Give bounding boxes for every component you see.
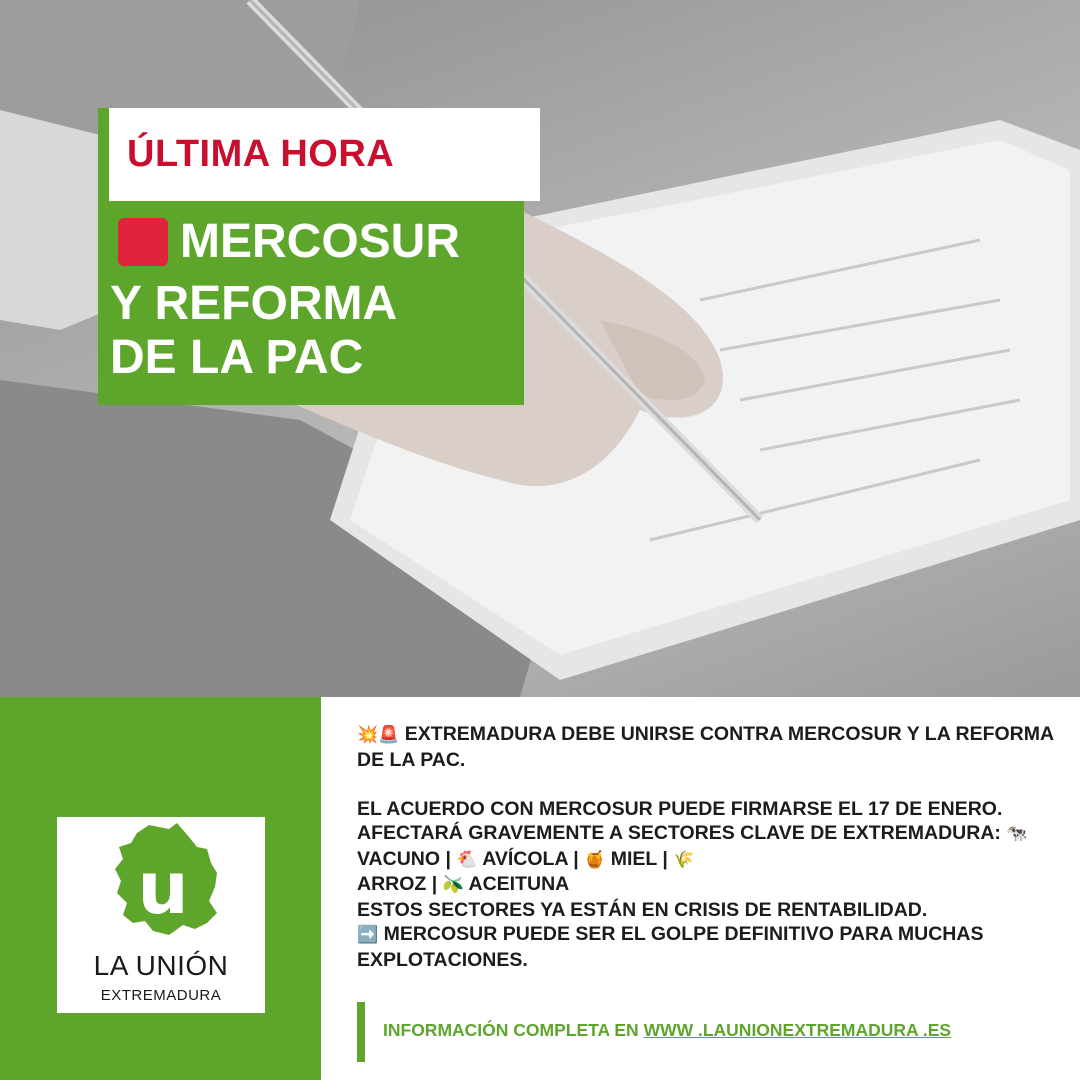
headline-line-2: Y REFORMA: [110, 277, 398, 330]
sectors-intro: AFECTARÁ GRAVEMENTE A SECTORES CLAVE DE EXTREMADURA:: [357, 822, 1001, 844]
cow-icon: 🐄: [1006, 824, 1028, 844]
logo-subtitle: EXTREMADURA: [100, 987, 222, 1004]
paragraph-final-blow: [357, 922, 1057, 972]
honey-icon: 🍯: [584, 849, 606, 870]
breaking-news-label: [98, 108, 540, 201]
paragraph-sectors: [357, 821, 1057, 898]
olive-icon: 🫒: [442, 875, 464, 895]
collision-alert-icons: 💥🚨: [357, 725, 400, 745]
headline-block: [98, 201, 524, 405]
paragraph-1-text: EXTREMADURA DEBE UNIRSE CONTRA MERCOSUR Y LA REFORMA DE LA PAC.: [357, 723, 1054, 771]
headline-line-3: DE LA PAC: [110, 331, 364, 384]
rice-icon: 🌾: [673, 849, 695, 870]
right-arrow-icon: ➡️: [357, 925, 379, 945]
chicken-icon: 🐔: [456, 849, 478, 870]
logo-letter: u: [137, 846, 189, 930]
sector-arroz: ARROZ: [357, 873, 427, 895]
separator: |: [662, 847, 668, 870]
separator: |: [431, 873, 438, 895]
paragraph-5-text: MERCOSUR PUEDE SER EL GOLPE DEFINITIVO PARA MUCHAS EXPLOTACIONES.: [357, 923, 984, 971]
paragraph-crisis: ESTOS SECTORES YA ESTÁN EN CRISIS DE RENTABILIDAD.: [357, 898, 928, 921]
message-body: [357, 722, 1057, 972]
separator: |: [445, 847, 451, 870]
paragraph-call-to-unite: [357, 722, 1057, 772]
headline-line-1: MERCOSUR: [180, 215, 461, 268]
sector-miel: MIEL: [610, 847, 657, 870]
logo-name: LA UNIÓN: [93, 950, 229, 981]
paragraph-spacer: [357, 772, 1057, 797]
website-link[interactable]: WWW .LAUNIONEXTREMADURA .ES: [643, 1020, 952, 1040]
sector-aceituna: ACEITUNA: [468, 873, 570, 895]
sector-avicola: AVÍCOLA: [482, 847, 568, 870]
separator: |: [573, 847, 579, 870]
footer-prefix: INFORMACIÓN COMPLETA EN: [383, 1020, 639, 1040]
organization-logo: [57, 817, 265, 1013]
breaking-news-text: ÚLTIMA HORA: [127, 133, 395, 175]
footer-info: [383, 1020, 951, 1041]
sector-vacuno: VACUNO: [357, 847, 441, 870]
label-accent-bar: [98, 108, 109, 201]
footer-accent-bar: [357, 1002, 365, 1062]
red-square-icon: [118, 218, 168, 266]
paragraph-signing-date: EL ACUERDO CON MERCOSUR PUEDE FIRMARSE EL 17 DE ENERO.: [357, 797, 1003, 820]
extremadura-map-icon: [57, 817, 265, 947]
